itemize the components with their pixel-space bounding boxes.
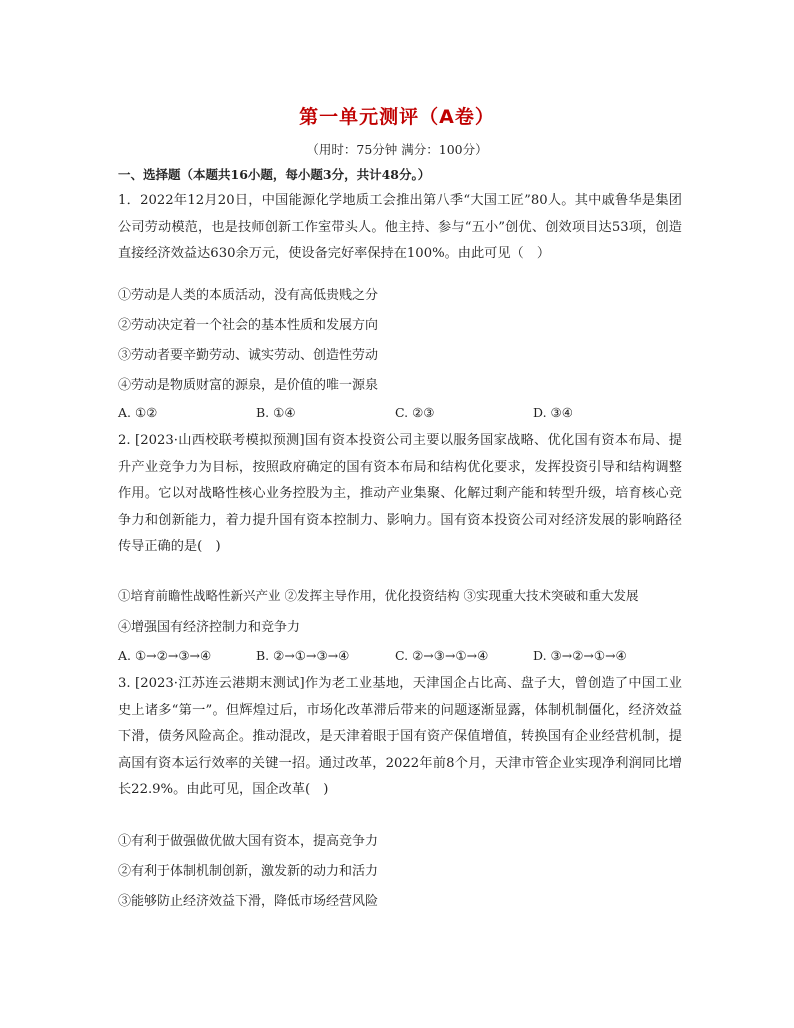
question-1-item-2: ②劳动决定着一个社会的基本性质和发展方向 (118, 318, 379, 333)
question-2-choice-a[interactable]: A. ①→②→③→④ (118, 648, 212, 663)
question-1-item-3: ③劳动者要辛勤劳动、诚实劳动、创造性劳动 (118, 348, 379, 363)
question-2-choice-c[interactable]: C. ②→③→①→④ (395, 648, 489, 663)
question-2-item-2: ④增强国有经济控制力和竞争力 (118, 620, 301, 635)
question-2-choice-b[interactable]: B. ②→①→③→④ (256, 648, 350, 663)
question-1-choice-b[interactable]: B. ①④ (256, 405, 296, 420)
question-3-item-3: ③能够防止经济效益下滑，降低市场经营风险 (118, 894, 379, 909)
question-2-stem: 2. [2023·山西校联考模拟预测]国有资本投资公司主要以服务国家战略、优化国有资本布局、提升产业竞争力为目标，按照政府确定的国有资本布局和结构优化要求，发挥投资引导和结构调整作用。它以对战略性核心业务控股为主，推动产业集聚、化解过剩产能和转型升级，培育核心竞争力和创新能力，着力提升国有资本控制力、影响力。国有资本投资公司对经济发展的影响路径传导正确的是( ) (118, 433, 682, 554)
question-3-item-1: ①有利于做强做优做大国有资本，提高竞争力 (118, 834, 379, 849)
question-1-choice-d[interactable]: D. ③④ (533, 405, 573, 420)
question-2-choice-d[interactable]: D. ③→②→①→④ (533, 648, 627, 663)
question-1-item-4: ④劳动是物质财富的源泉，是价值的唯一源泉 (118, 378, 379, 393)
question-2-item-1: ①培育前瞻性战略性新兴产业 ②发挥主导作用，优化投资结构 ③实现重大技术突破和重大发展 (118, 588, 639, 603)
question-3-item-2: ②有利于体制机制创新，激发新的动力和活力 (118, 864, 379, 879)
question-1-choice-c[interactable]: C. ②③ (395, 405, 435, 420)
page-subtitle: （用时：75分钟 满分：100分） (306, 142, 488, 157)
section-heading: 一、选择题（本题共16小题，每小题3分，共计48分。） (118, 167, 431, 182)
question-3-stem: 3. [2023·江苏连云港期末测试]作为老工业基地，天津国企占比高、盘子大，曾创造了中国工业史上诸多“第一”。但辉煌过后，市场化改革滞后带来的问题逐渐显露，体制机制僵化，经济效益下滑，债务风险高企。推动混改，是天津着眼于国有资产保值增值，转换国有企业经营机制，提高国有资本运行效率的关键一招。通过改革，2022年前8个月，天津市管企业实现净利润同比增长22.9%。由此可见，国企改革( ) (118, 676, 682, 797)
page-title: 第一单元测评（A卷） (299, 106, 495, 128)
question-1-stem: 1．2022年12月20日，中国能源化学地质工会推出第八季“大国工匠”80人。其中戚鲁华是集团公司劳动模范，也是技师创新工作室带头人。他主持、参与“五小”创优、创效项目达53项，创造直接经济效益达630余万元，使设备完好率保持在100%。由此可见（ ） (118, 193, 682, 261)
question-1-item-1: ①劳动是人类的本质活动，没有高低贵贱之分 (118, 288, 379, 303)
question-1-choice-a[interactable]: A. ①② (118, 405, 158, 420)
